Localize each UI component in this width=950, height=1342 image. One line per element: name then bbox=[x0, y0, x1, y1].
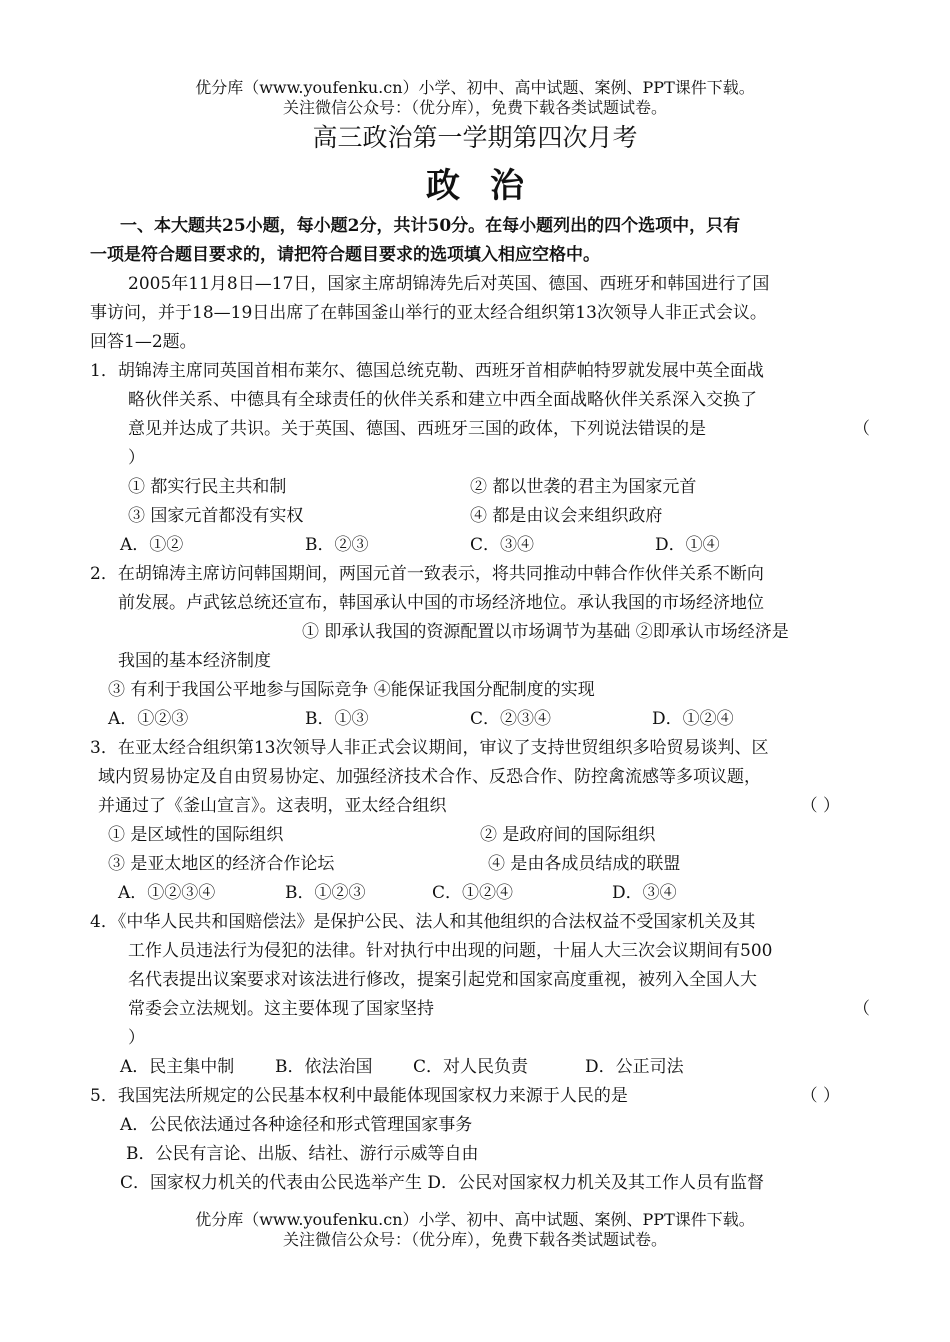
q1-statement-3: ③ 国家元首都没有实权 bbox=[128, 506, 304, 526]
q1-statements-row-2 bbox=[90, 502, 870, 531]
q2-line-5: ③ 有利于我国公平地参与国际竞争 ④能保证我国分配制度的实现 bbox=[108, 680, 595, 700]
question-4 bbox=[90, 908, 870, 1082]
q1-line-3-text: 意见并达成了共识。关于英国、德国、西班牙三国的政体，下列说法错误的是 bbox=[128, 419, 706, 439]
q2-option-d: D．①②④ bbox=[652, 709, 734, 729]
footer-line-1: 优分库（www.youfenku.cn）小学、初中、高中试题、案例、PPT课件下载。 bbox=[195, 1210, 755, 1229]
q1-paren-close: ） bbox=[128, 448, 145, 468]
q4-line-4-text: 常委会立法规划。这主要体现了国家坚持 bbox=[128, 999, 434, 1019]
q5-option-a: A．公民依法通过各种途径和形式管理国家事务 bbox=[120, 1115, 473, 1135]
q1-statement-4: ④ 都是由议会来组织政府 bbox=[470, 506, 663, 526]
q2-line-4: 我国的基本经济制度 bbox=[118, 651, 271, 671]
subject-title: 政治 bbox=[426, 166, 554, 206]
intro-line-3: 回答1—2题。 bbox=[90, 332, 197, 352]
q5-option-b: B．公民有言论、出版、结社、游行示威等自由 bbox=[126, 1144, 479, 1164]
q4-line-2: 工作人员违法行为侵犯的法律。针对执行中出现的问题，十届人大三次会议期间有500 bbox=[128, 941, 773, 961]
q3-statements-row-2 bbox=[90, 850, 870, 879]
q4-option-c: C．对人民负责 bbox=[413, 1057, 529, 1077]
q2-option-b: B．①③ bbox=[305, 709, 369, 729]
question-3 bbox=[90, 734, 870, 908]
q5-line-1 bbox=[90, 1082, 870, 1111]
q1-line-1: 1．胡锦涛主席同英国首相布莱尔、德国总统克勒、西班牙首相萨帕特罗就发展中英全面战 bbox=[90, 361, 764, 381]
q4-options bbox=[90, 1053, 870, 1082]
section-instruction-line-2: 一项是符合题目要求的，请把符合题目要求的选项填入相应空格中。 bbox=[90, 245, 600, 265]
q5-line-1-text: 5．我国宪法所规定的公民基本权利中最能体现国家权力来源于人民的是 bbox=[90, 1086, 628, 1106]
footer-line-2: 关注微信公众号：（优分库），免费下载各类试题试卷。 bbox=[282, 1230, 667, 1249]
q3-answer-paren: （ ） bbox=[800, 796, 840, 816]
q5-option-cd: C．国家权力机关的代表由公民选举产生 D．公民对国家权力机关及其工作人员有监督 bbox=[120, 1173, 765, 1193]
q3-line-3 bbox=[90, 792, 870, 821]
q3-options bbox=[90, 879, 870, 908]
q2-option-a: A．①②③ bbox=[108, 709, 189, 729]
section-instruction-line-1: 一、本大题共25小题，每小题2分，共计50分。在每小题列出的四个选项中，只有 bbox=[120, 216, 741, 236]
page-footer bbox=[0, 1210, 950, 1250]
q4-line-4 bbox=[90, 995, 870, 1024]
exam-body bbox=[90, 212, 870, 1198]
intro-line-1: 2005年11月8日—17日，国家主席胡锦涛先后对英国、德国、西班牙和韩国进行了国 bbox=[128, 274, 770, 294]
q4-option-a: A．民主集中制 bbox=[120, 1057, 235, 1077]
question-2 bbox=[90, 560, 870, 734]
q2-line-2: 前发展。卢武铉总统还宣布，韩国承认中国的市场经济地位。承认我国的市场经济地位 bbox=[118, 593, 764, 613]
q3-option-a: A．①②③④ bbox=[118, 883, 216, 903]
q3-line-3-text: 并通过了《釜山宣言》。这表明，亚太经合组织 bbox=[98, 796, 447, 816]
q1-paren-open: （ bbox=[853, 419, 870, 439]
q4-paren-close: ） bbox=[128, 1028, 145, 1048]
q3-option-d: D．③④ bbox=[612, 883, 677, 903]
q3-line-2: 域内贸易协定及自由贸易协定、加强经济技术合作、反恐合作、防控禽流感等多项议题， bbox=[98, 767, 761, 787]
q3-line-1: 3．在亚太经合组织第13次领导人非正式会议期间，审议了支持世贸组织多哈贸易谈判、区 bbox=[90, 738, 769, 758]
q1-statement-1: ① 都实行民主共和制 bbox=[128, 477, 287, 497]
q3-option-c: C．①②④ bbox=[432, 883, 514, 903]
q2-option-c: C．②③④ bbox=[470, 709, 552, 729]
q1-option-c: C．③④ bbox=[470, 535, 535, 555]
q3-statement-3: ③ 是亚太地区的经济合作论坛 bbox=[108, 854, 335, 874]
q4-line-1: 4．《中华人民共和国赔偿法》是保护公民、法人和其他组织的合法权益不受国家机关及其 bbox=[90, 912, 756, 932]
q3-statements-row-1 bbox=[90, 821, 870, 850]
q1-statements-row-1 bbox=[90, 473, 870, 502]
q4-option-d: D．公正司法 bbox=[585, 1057, 684, 1077]
q2-options bbox=[90, 705, 870, 734]
q1-options bbox=[90, 531, 870, 560]
question-1 bbox=[90, 357, 870, 560]
q1-line-3 bbox=[90, 415, 870, 444]
q3-statement-4: ④ 是由各成员结成的联盟 bbox=[488, 854, 681, 874]
exam-title: 高三政治第一学期第四次月考 bbox=[312, 123, 638, 152]
q1-line-2: 略伙伴关系、中德具有全球责任的伙伴关系和建立中西全面战略伙伴关系深入交换了 bbox=[128, 390, 757, 410]
header-line-1: 优分库（www.youfenku.cn）小学、初中、高中试题、案例、PPT课件下载。 bbox=[195, 78, 755, 97]
intro-line-2: 事访问，并于18—19日出席了在韩国釜山举行的亚太经合组织第13次领导人非正式会议。 bbox=[90, 303, 767, 323]
q1-statement-2: ② 都以世袭的君主为国家元首 bbox=[470, 477, 697, 497]
q2-line-3: ① 即承认我国的资源配置以市场调节为基础 ②即承认市场经济是 bbox=[302, 622, 789, 642]
page-header bbox=[0, 78, 950, 118]
q1-option-d: D．①④ bbox=[655, 535, 720, 555]
q4-option-b: B．依法治国 bbox=[275, 1057, 373, 1077]
q1-option-a: A．①② bbox=[120, 535, 184, 555]
question-5 bbox=[90, 1082, 870, 1198]
q4-line-3: 名代表提出议案要求对该法进行修改，提案引起党和国家高度重视，被列入全国人大 bbox=[128, 970, 757, 990]
q3-option-b: B．①②③ bbox=[285, 883, 366, 903]
q2-line-1: 2．在胡锦涛主席访问韩国期间，两国元首一致表示，将共同推动中韩合作伙伴关系不断向 bbox=[90, 564, 764, 584]
header-line-2: 关注微信公众号：（优分库），免费下载各类试题试卷。 bbox=[282, 98, 667, 117]
q3-statement-2: ② 是政府间的国际组织 bbox=[480, 825, 656, 845]
q4-paren-open: （ bbox=[853, 999, 870, 1019]
q3-statement-1: ① 是区域性的国际组织 bbox=[108, 825, 284, 845]
q1-option-b: B．②③ bbox=[305, 535, 369, 555]
q5-answer-paren: （ ） bbox=[800, 1086, 840, 1106]
